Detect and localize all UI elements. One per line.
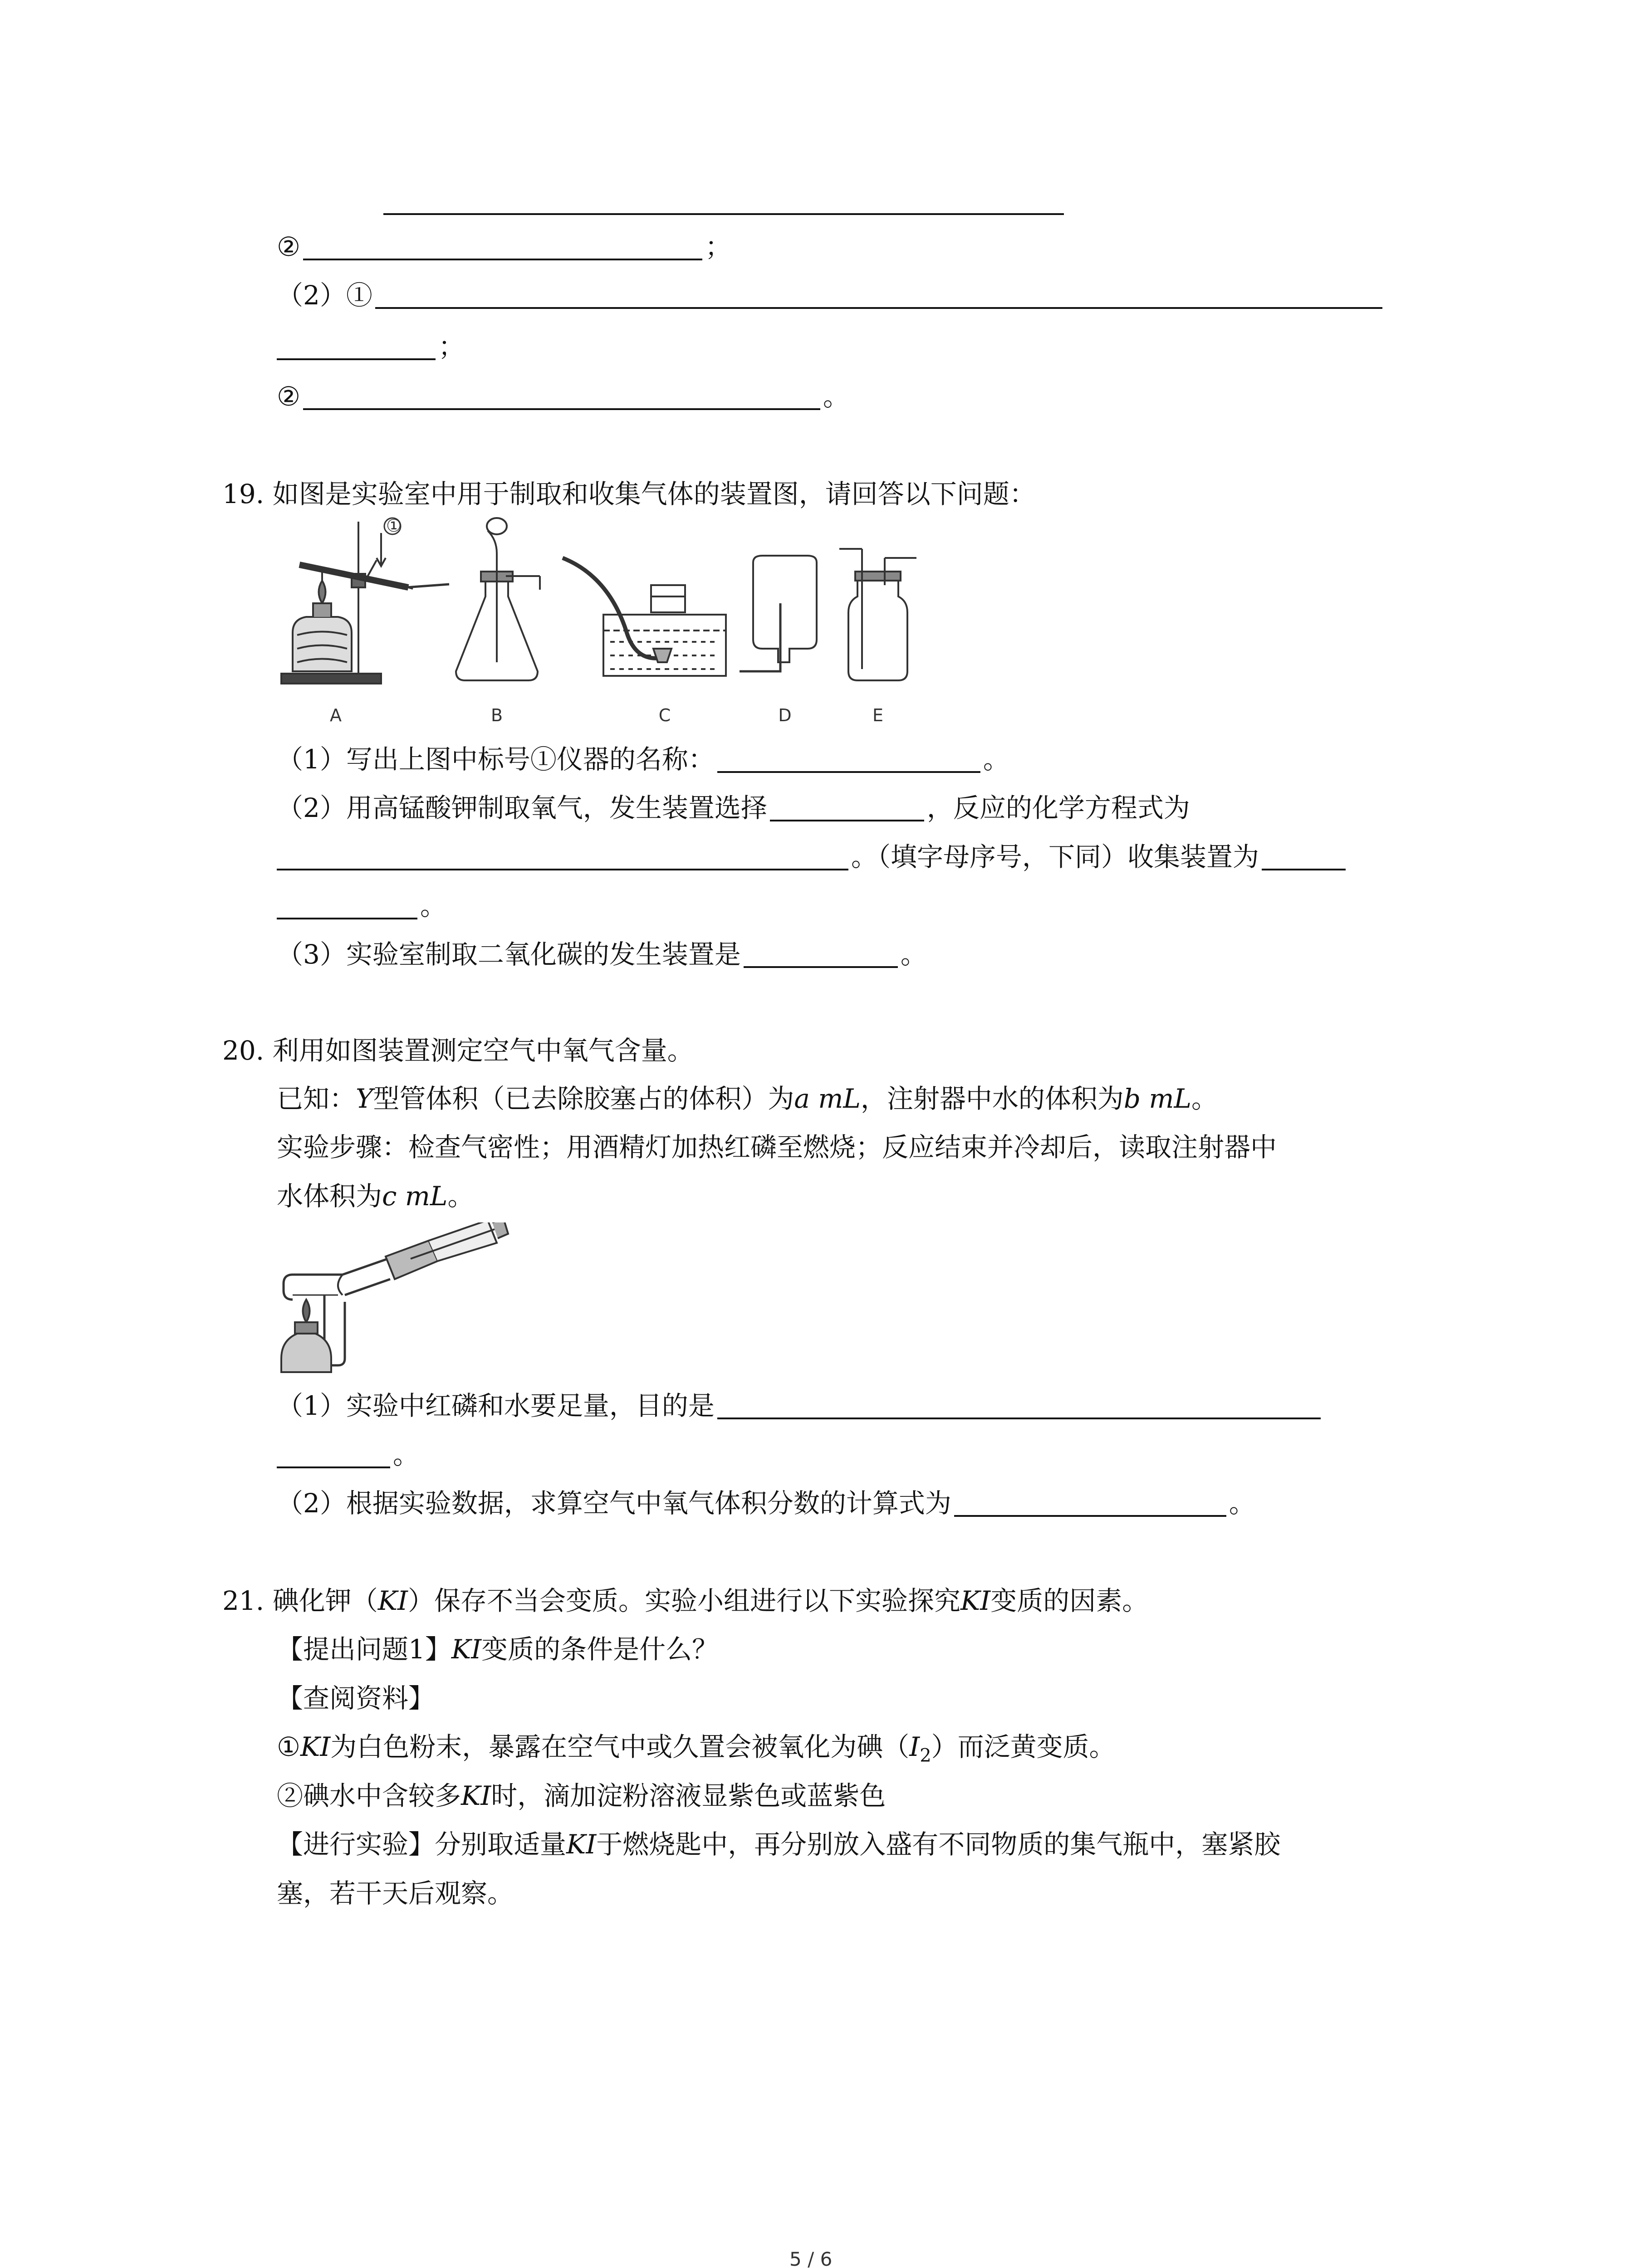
q19-sub1: （1）写出上图中标号①仪器的名称： 。 bbox=[277, 744, 1009, 775]
q20-stem bbox=[222, 1037, 694, 1064]
question-number: 20. bbox=[222, 1035, 265, 1066]
part-label: （2）① bbox=[277, 280, 372, 311]
q21-reference-1: ①KI为白色粉末，暴露在空气中或久置会被氧化为碘$(I_2)$而泛黄变质。 bbox=[277, 1731, 1116, 1766]
question-number: 21. bbox=[222, 1585, 265, 1616]
answer-blank[interactable] bbox=[717, 771, 980, 773]
q21-experiment: 【进行实验】分别取适量KI于燃烧匙中，再分别放入盛有不同物质的集气瓶中，塞紧胶 bbox=[277, 1829, 1281, 1860]
figure-label-A: A bbox=[330, 705, 342, 725]
answer-blank[interactable] bbox=[277, 1466, 390, 1468]
figure-label-B: B bbox=[490, 705, 503, 725]
q21-experiment-cont: 塞，若干天后观察。 bbox=[277, 1878, 514, 1909]
q21-stem: 21. 碘化钾（KI）保存不当会变质。实验小组进行以下实验探究KI变质的因素。 bbox=[222, 1585, 1149, 1616]
answer-blank[interactable] bbox=[277, 918, 417, 919]
apparatus-figure bbox=[272, 513, 930, 730]
answer-blank[interactable] bbox=[375, 307, 1382, 309]
q20-steps: 实验步骤：检查气密性；用酒精灯加热红磷至燃烧；反应结束并冷却后，读取注射器中 bbox=[277, 1132, 1277, 1163]
answer-blank[interactable] bbox=[744, 966, 898, 968]
q19-sub3: （3）实验室制取二氧化碳的发生装置是 。 bbox=[277, 939, 927, 970]
answer-blank[interactable] bbox=[954, 1515, 1226, 1517]
question-number: 19. bbox=[222, 479, 265, 509]
q19-stem bbox=[222, 481, 1036, 507]
q20-steps-cont: 水体积为c mL。 bbox=[277, 1181, 474, 1212]
apparatus-B bbox=[456, 518, 540, 680]
q18-part2-1-cont: ； bbox=[277, 333, 465, 360]
q20-sub1: （1）实验中红磷和水要足量，目的是 bbox=[277, 1393, 1323, 1419]
y-tube-apparatus-figure bbox=[274, 1222, 510, 1377]
q18-part2-1 bbox=[277, 282, 1385, 309]
apparatus-E bbox=[839, 549, 916, 680]
q19-sub2-cont: 。（填字母序号，下同）收集装置为 bbox=[277, 844, 1348, 870]
answer-blank[interactable] bbox=[303, 408, 820, 410]
page-number: 5 / 6 bbox=[789, 2248, 833, 2268]
q19-sub2: （2）用高锰酸钾制取氧气，发生装置选择 ，反应的化学方程式为 bbox=[277, 792, 1190, 823]
q21-problem1: 【提出问题1】KI变质的条件是什么？ bbox=[277, 1634, 719, 1665]
answer-blank[interactable] bbox=[277, 358, 436, 360]
figure-label-D: D bbox=[778, 705, 792, 725]
circled-2: ② bbox=[277, 381, 300, 412]
q21-reference-heading: 【查阅资料】 bbox=[277, 1683, 435, 1714]
answer-blank[interactable] bbox=[717, 1418, 1321, 1419]
q21-reference-2: ②碘水中含较多KI时，滴加淀粉溶液显紫色或蓝紫色 bbox=[277, 1780, 886, 1811]
apparatus-D bbox=[740, 556, 817, 671]
q19-sub2-cont2: 。 bbox=[277, 893, 446, 919]
figure-label-E: E bbox=[872, 705, 884, 725]
q20-sub2: （2）根据实验数据，求算空气中氧气体积分数的计算式为 。 bbox=[277, 1488, 1255, 1519]
figure-marker-1: ① bbox=[386, 516, 402, 536]
question-text: 如图是实验室中用于制取和收集气体的装置图，请回答以下问题： bbox=[272, 479, 1036, 509]
answer-blank[interactable] bbox=[770, 820, 924, 821]
answer-line bbox=[383, 213, 1064, 215]
circled-2: ② bbox=[277, 231, 300, 262]
question-text: 利用如图装置测定空气中氧气含量。 bbox=[272, 1035, 694, 1066]
answer-blank[interactable] bbox=[303, 259, 702, 260]
q18-part2-2: ② 。 bbox=[277, 381, 850, 412]
figure-label-C: C bbox=[658, 705, 671, 725]
q18-part1-2: ② ； bbox=[277, 231, 732, 262]
apparatus-C bbox=[563, 558, 726, 676]
answer-blank[interactable] bbox=[1262, 869, 1346, 870]
q20-known: 已知：Y型管体积（已去除胶塞占的体积）为a mL，注射器中水的体积为b mL。 bbox=[277, 1083, 1218, 1114]
answer-blank[interactable] bbox=[277, 869, 848, 870]
apparatus-A bbox=[281, 518, 449, 684]
q20-sub1-cont: 。 bbox=[277, 1442, 419, 1468]
